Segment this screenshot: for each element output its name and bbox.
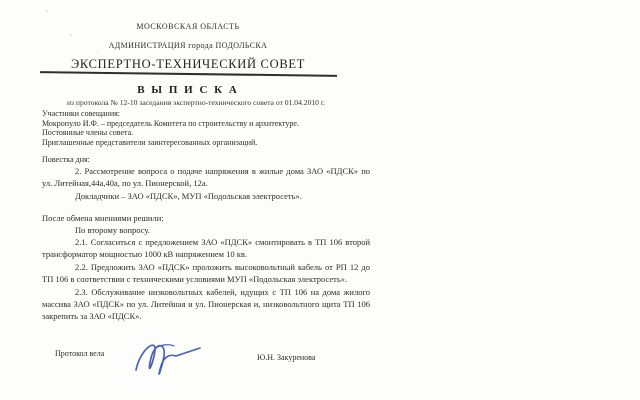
signature-icon	[126, 334, 210, 386]
letterhead	[40, 22, 336, 72]
administration-line: АДМИНИСТРАЦИЯ города ПОДОЛЬСКА	[108, 41, 268, 50]
secretary-name: Ю.Н. Закуренова	[257, 353, 316, 362]
document-title: В Ы П И С К А	[137, 84, 239, 96]
protocol-kept-by-label: Протокол вела	[55, 349, 105, 358]
decision-question: По второму вопросу.	[75, 225, 150, 235]
scan-speck	[46, 10, 48, 12]
decision-intro: После обмена мнениями решили:	[42, 213, 164, 223]
region-line: МОСКОВСКАЯ ОБЛАСТЬ	[136, 22, 240, 31]
agenda-speakers: Докладчики – ЗАО «ПДСК», МУП «Подольская электросеть».	[75, 191, 302, 201]
decision-item-2-1: 2.1. Согласиться с предложением ЗАО «ПДСК» смонтировать в ТП 106 второй трансформатор мощностью 1000 кВ напряжением 10 кв.	[42, 237, 370, 259]
decision-item-2-2: 2.2. Предложить ЗАО «ПДСК» проложить высоковольтный кабель от РП 12 до ТП 106 в соответствии с техническими условиями МУП «Подольская электросеть».	[42, 262, 370, 284]
participant-invited: Приглашенные представители заинтересованных организаций.	[42, 138, 258, 148]
agenda-heading: Повестка дня:	[42, 155, 90, 164]
council-line: ЭКСПЕРТНО-ТЕХНИЧЕСКИЙ СОВЕТ	[70, 57, 306, 71]
document-subtitle: из протокола № 12-10 заседания экспертно-технического совета от 01.04.2010 г.	[66, 98, 326, 107]
participants-section	[42, 109, 374, 148]
header-underline	[40, 71, 337, 77]
participants-heading: Участники совещания:	[42, 109, 121, 118]
participant-chairman: Мокропуло И.Ф. – председатель Комитета по строительству и архитектуре.	[42, 118, 299, 128]
participant-members: Постоянные члены совета.	[42, 128, 134, 138]
agenda-item: 2. Рассмотрение вопроса о подаче напряжения в жилые дома ЗАО «ПДСК» по ул. Литейная,44а,40а, по ул. Пионерской, 12а.	[42, 166, 370, 188]
decision-item-2-3: 2.3. Обслуживание низковольтных кабелей, идущих с ТП 106 на дома жилого массива ЗАО «ПДСК» по ул. Литейная и ул. Пионерская и, низковольтного щита ТП 106 закрепить за ЗАО «ПДСК».	[42, 287, 370, 321]
